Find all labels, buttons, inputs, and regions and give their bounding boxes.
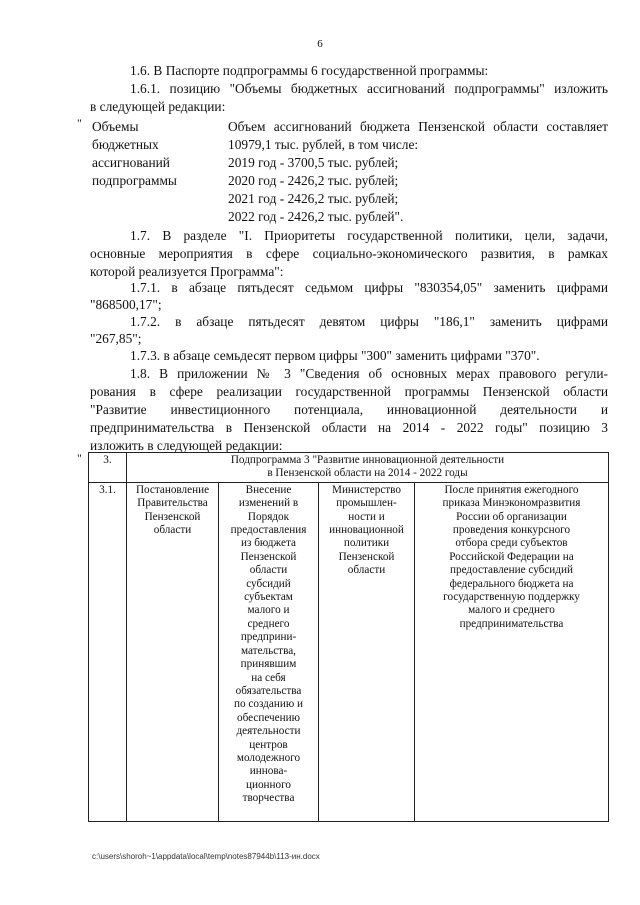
cell-line: ционного — [245, 778, 292, 791]
cell-line: инновационной — [329, 524, 404, 537]
passport-value-line: 10979,1 тыс. рублей, в том числе: — [228, 137, 419, 152]
table-header-title-line: в Пензенской области на 2014 - 2022 годы — [267, 467, 468, 480]
page-number: 6 — [317, 38, 323, 50]
passport-value-line: 2021 год - 2426,2 тыс. рублей; — [228, 191, 399, 206]
cell-term — [415, 482, 609, 821]
passport-value — [228, 118, 608, 226]
cell-line: федерального бюджета на — [449, 577, 574, 590]
paragraph-1-7-2-line2: "267,85"; — [90, 331, 142, 346]
cell-line: обеспечению — [237, 711, 300, 724]
table-header-title-line: Подпрограмма 3 "Развитие инновационной деятельности — [230, 454, 505, 466]
cell-line: Пензенской — [144, 510, 201, 523]
paragraph-1-7-2-line1: 1.7.2. в абзаце пятьдесят девятом цифры "186,1" заменить цифрами — [130, 314, 608, 329]
paragraph-1-8-line4: предпринимательства в Пензенской области на 2014 - 2022 годы" позицию 3 — [90, 420, 608, 435]
cell-line: предоставление субсидий — [450, 564, 573, 577]
paragraph-1-6-1-line2: в следующей редакции: — [90, 99, 226, 114]
paragraph-1-8-line2: рования в сфере реализации государственной программы Пензенской области — [90, 384, 608, 399]
quote-mark-2: " — [77, 451, 82, 465]
cell-line: предприни- — [240, 631, 297, 644]
cell-line: предпринимательства — [459, 617, 564, 630]
cell-line: субсидий — [246, 577, 291, 590]
cell-line: Российской Федерации на — [449, 550, 574, 563]
passport-label-line: Объемы — [92, 119, 139, 134]
cell-line: политики — [343, 537, 390, 550]
cell-line: отбора среди субъектов — [455, 537, 568, 550]
paragraph-1-8-line1: 1.8. В приложении № 3 "Сведения об основных мерах правового регули- — [130, 366, 608, 381]
cell-line: малого и среднего — [468, 604, 555, 617]
cell-line: Внесение — [245, 483, 292, 496]
cell-line: Пензенской — [240, 550, 297, 563]
cell-line: После принятия ежегодного — [444, 483, 579, 496]
paragraph-1-6-1-line1: 1.6.1. позицию "Объемы бюджетных ассигнований подпрограммы" изложить — [130, 81, 608, 96]
cell-line: Пензенской — [338, 550, 395, 563]
cell-line: проведения конкурсного — [452, 524, 571, 537]
paragraph-1-6: 1.6. В Паспорте подпрограммы 6 государственной программы: — [130, 63, 489, 78]
table-header-title — [127, 453, 609, 483]
cell-line: творчества — [242, 792, 295, 805]
paragraph-1-7-1-line2: "868500,17"; — [90, 297, 162, 312]
footer-file-path: c:\users\shoroh~1\appdata\local\temp\notes87944b\113-ин.docx — [92, 852, 320, 861]
paragraph-1-7-line3: которой реализуется Программа": — [90, 264, 284, 279]
cell-line: принявшим — [240, 658, 297, 671]
cell-line: мательства, — [241, 644, 296, 657]
passport-value-line: 2022 год - 2426,2 тыс. рублей". — [228, 209, 404, 224]
regulation-table — [88, 452, 609, 822]
cell-line: по созданию и — [234, 698, 303, 711]
paragraph-1-7-1-line1: 1.7.1. в абзаце пятьдесят седьмом цифры "830354,05" заменить цифрами — [130, 280, 608, 295]
cell-line: обязательства — [235, 684, 302, 697]
cell-line: Постановление — [135, 483, 210, 496]
cell-line: Правительства — [137, 497, 208, 510]
paragraph-1-7-line2: основные мероприятия в сфере социально-экономического развития, в рамках — [90, 246, 608, 261]
cell-line: изменений в — [238, 497, 299, 510]
passport-label — [92, 118, 177, 190]
cell-line: Министерство — [332, 483, 401, 496]
passport-label-line: бюджетных — [92, 137, 159, 152]
passport-label-line: подпрограммы — [92, 173, 177, 188]
cell-line: деятельности — [236, 725, 301, 738]
cell-line: малого и — [247, 604, 290, 617]
cell-line: Порядок — [247, 510, 290, 523]
cell-line: центров — [249, 738, 288, 751]
cell-line: ности и — [348, 510, 385, 523]
cell-act-content — [219, 482, 319, 821]
cell-line: промышлен- — [336, 497, 397, 510]
cell-line: области — [153, 524, 192, 537]
cell-executor — [319, 482, 415, 821]
table-row — [89, 482, 609, 821]
paragraph-1-7-3: 1.7.3. в абзаце семьдесят первом цифры "300" заменить цифрами "370". — [130, 348, 540, 363]
cell-act-type — [127, 482, 219, 821]
cell-line: государственную поддержку — [443, 591, 580, 604]
quote-mark-1: " — [77, 116, 82, 130]
paragraph-1-8-line5: изложить в следующей редакции: — [90, 438, 283, 453]
cell-line: приказа Минэкономразвития — [442, 497, 581, 510]
cell-line: иннова- — [249, 765, 288, 778]
passport-value-line: 2020 год - 2426,2 тыс. рублей; — [228, 173, 399, 188]
cell-line: области — [249, 564, 288, 577]
row-number: 3.1. — [89, 482, 127, 821]
paragraph-1-8-line3: "Развитие инвестиционного потенциала, инновационной деятельности и — [90, 402, 608, 417]
table-header-number: 3. — [89, 453, 127, 483]
cell-line: России об организации — [456, 510, 567, 523]
cell-line: субъектам — [244, 591, 293, 604]
table-header-row — [89, 453, 609, 483]
cell-line: среднего — [247, 617, 290, 630]
cell-line: из бюджета — [241, 537, 296, 550]
cell-line: предоставления — [230, 524, 307, 537]
cell-line: молодежного — [236, 751, 301, 764]
cell-line: на себя — [251, 671, 286, 684]
passport-value-line: Объем ассигнований бюджета Пензенской области составляет — [228, 119, 608, 134]
passport-value-line: 2019 год - 3700,5 тыс. рублей; — [228, 155, 399, 170]
cell-line: области — [347, 564, 386, 577]
paragraph-1-7-line1: 1.7. В разделе "I. Приоритеты государственной политики, цели, задачи, — [130, 228, 608, 243]
passport-label-line: ассигнований — [92, 155, 170, 170]
